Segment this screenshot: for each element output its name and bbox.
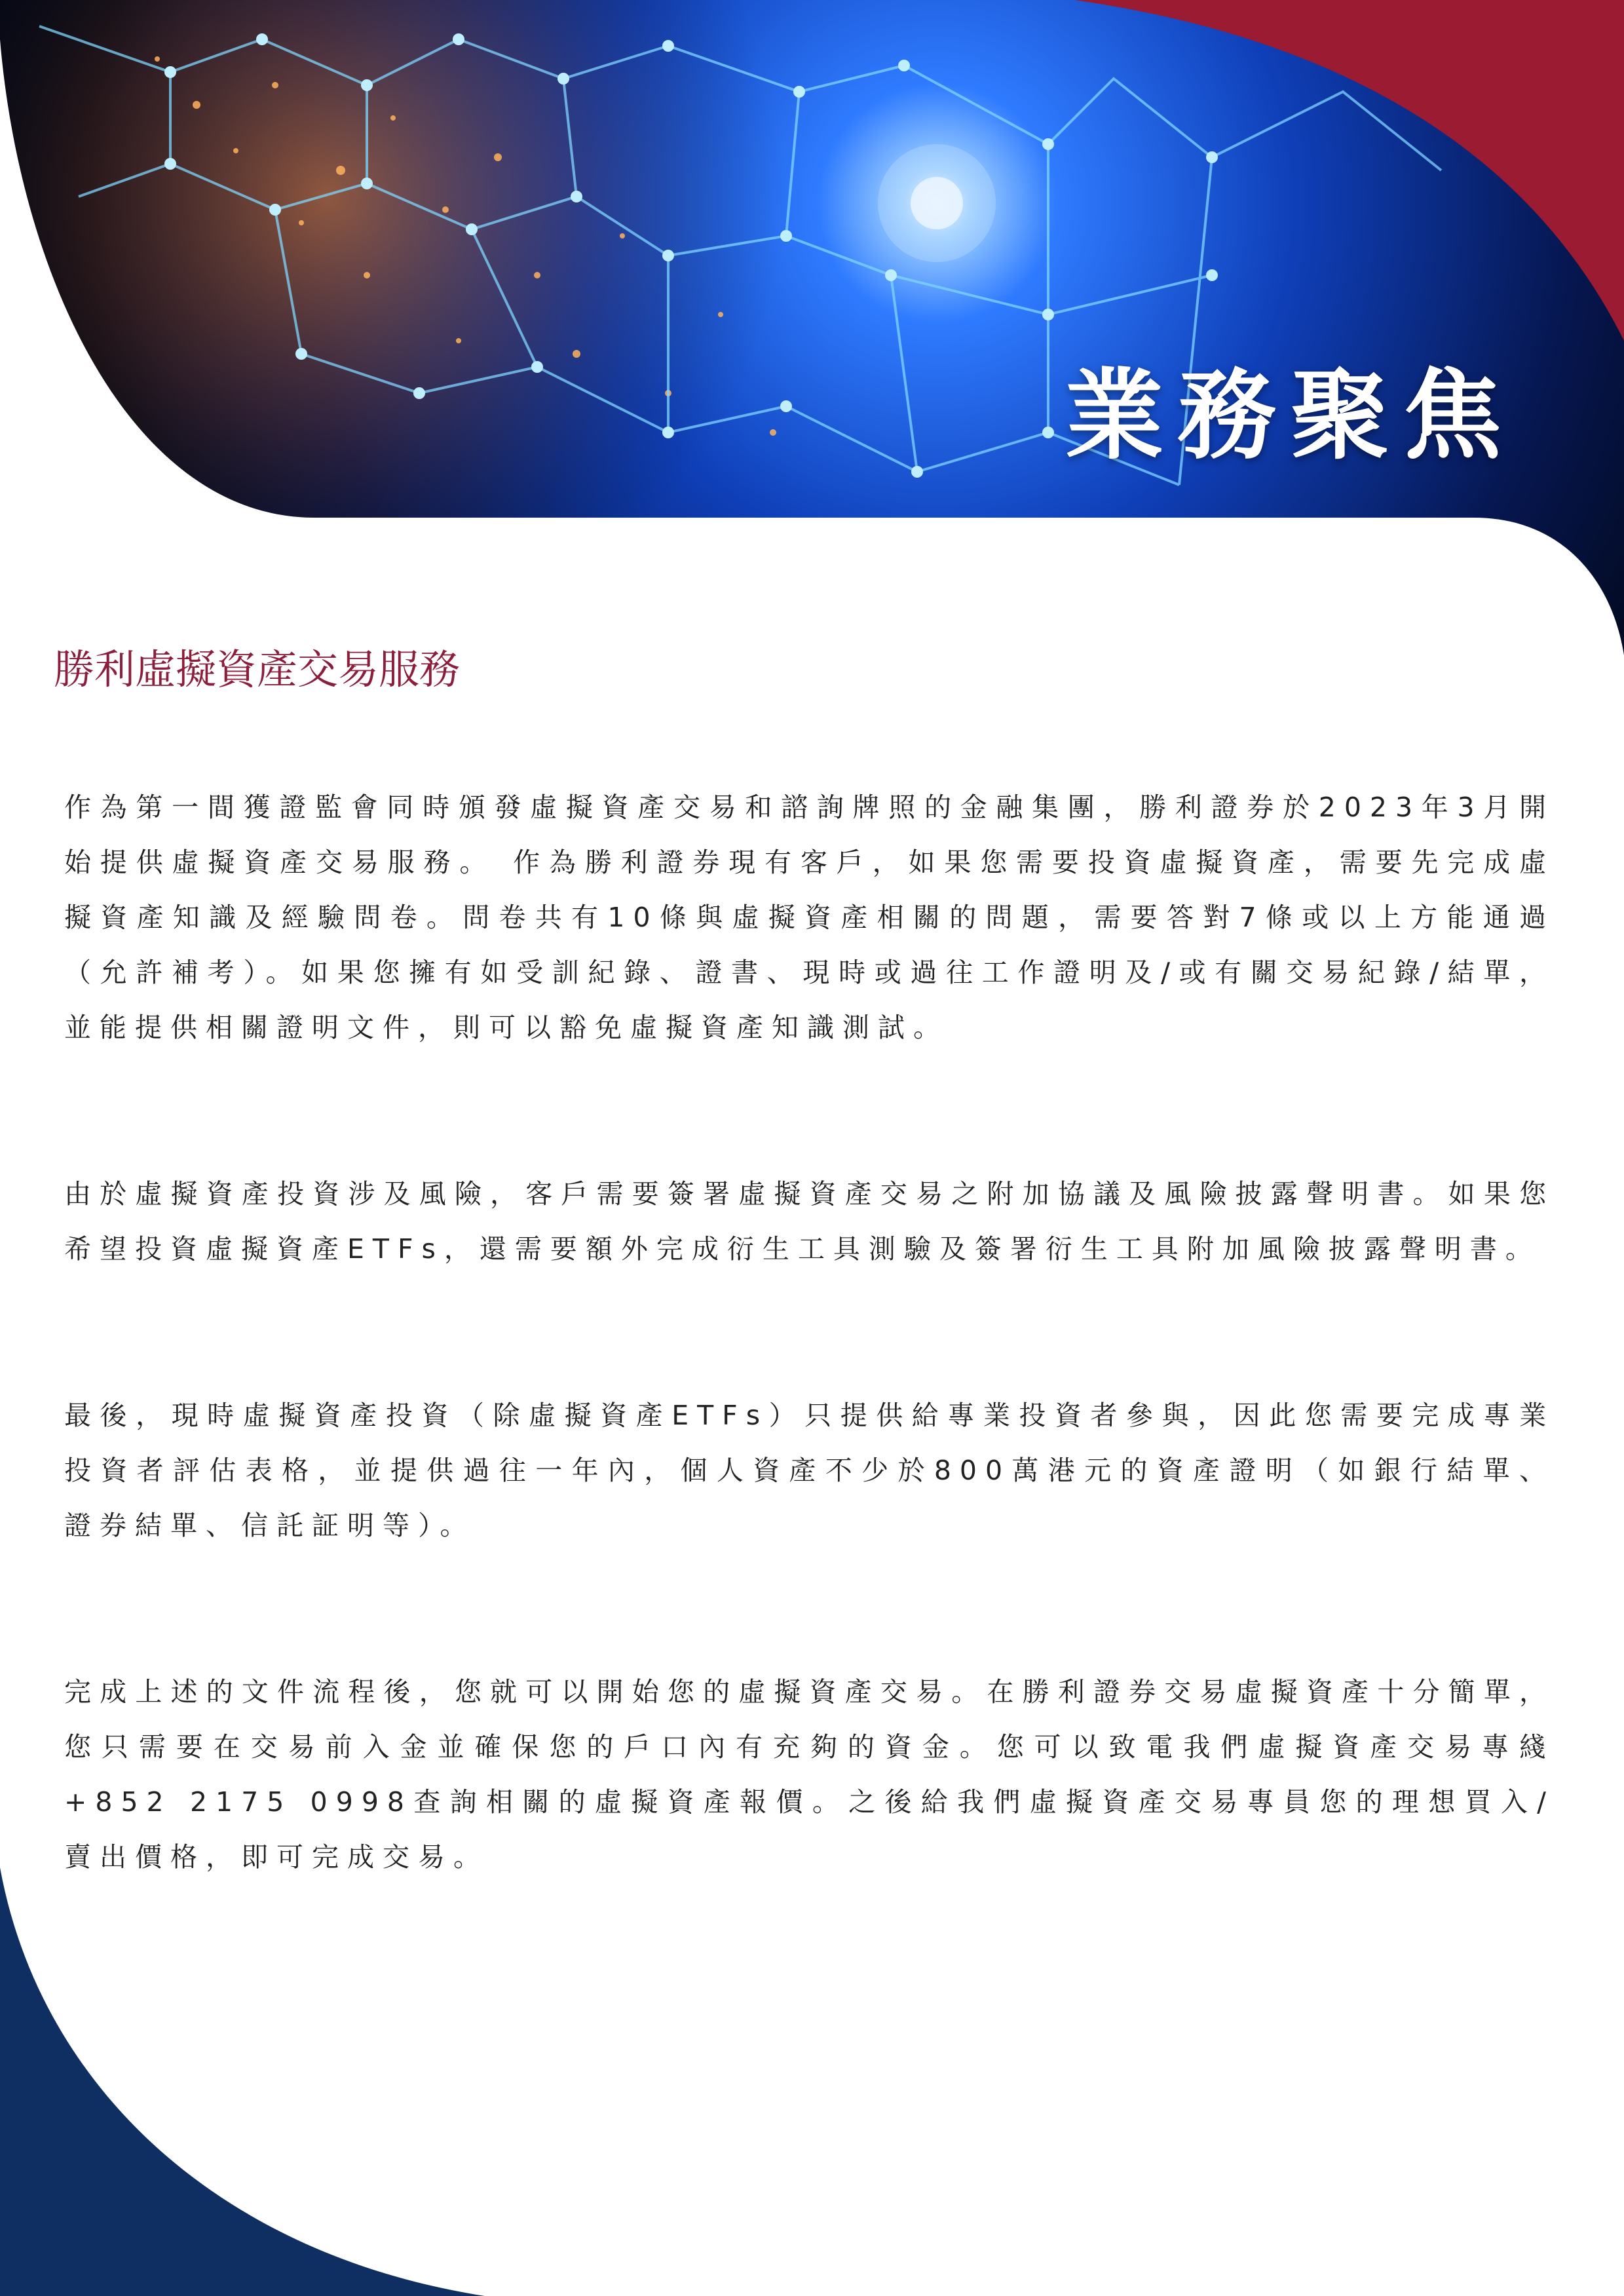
paragraph-2: 由於虛擬資產投資涉及風險，客戶需要簽署虛擬資產交易之附加協議及風險披露聲明書。如果您希望投資虛擬資產ETFs，還需要額外完成衍生工具測驗及簽署衍生工具附加風險披露聲明書。 (64, 1178, 1555, 1265)
banner-title: 業務聚焦 (1065, 359, 1516, 473)
paragraph-3: 最後，現時虛擬資產投資（除虛擬資產ETFs）只提供給專業投資者參與，因此您需要完成專業投資者評估表格，並提供過往一年內，個人資產不少於800萬港元的資產證明（如銀行結單、證券結單、信託証明等）。 (64, 1400, 1555, 1541)
paragraph-1: 作為第一間獲證監會同時頒發虛擬資產交易和諮詢牌照的金融集團，勝利證券於2023年3月開始提供虛擬資產交易服務。 作為勝利證券現有客戶，如果您需要投資虛擬資產，需要先完成虛擬資產知識及經驗問卷。問卷共有10條與虛擬資產相關的問題，需要答對7條或以上方能通過（允許補考）。如果您擁有如受訓紀錄、證書、現時或過往工作證明及/或有關交易紀錄/結單，並能提供相關證明文件，則可以豁免虛擬資產知識測試。 (64, 792, 1555, 1043)
section-title: 勝利虛擬資產交易服務 (54, 645, 461, 693)
body-content (64, 780, 1555, 1996)
paragraph-4: 完成上述的文件流程後，您就可以開始您的虛擬資產交易。在勝利證券交易虛擬資產十分簡單，您只需要在交易前入金並確保您的戶口內有充夠的資金。您可以致電我們虛擬資產交易專綫+852 2175 0998查詢相關的虛擬資產報價。之後給我們虛擬資產交易專員您的理想買入/賣出價格，即可完成交易。 (64, 1676, 1555, 1873)
